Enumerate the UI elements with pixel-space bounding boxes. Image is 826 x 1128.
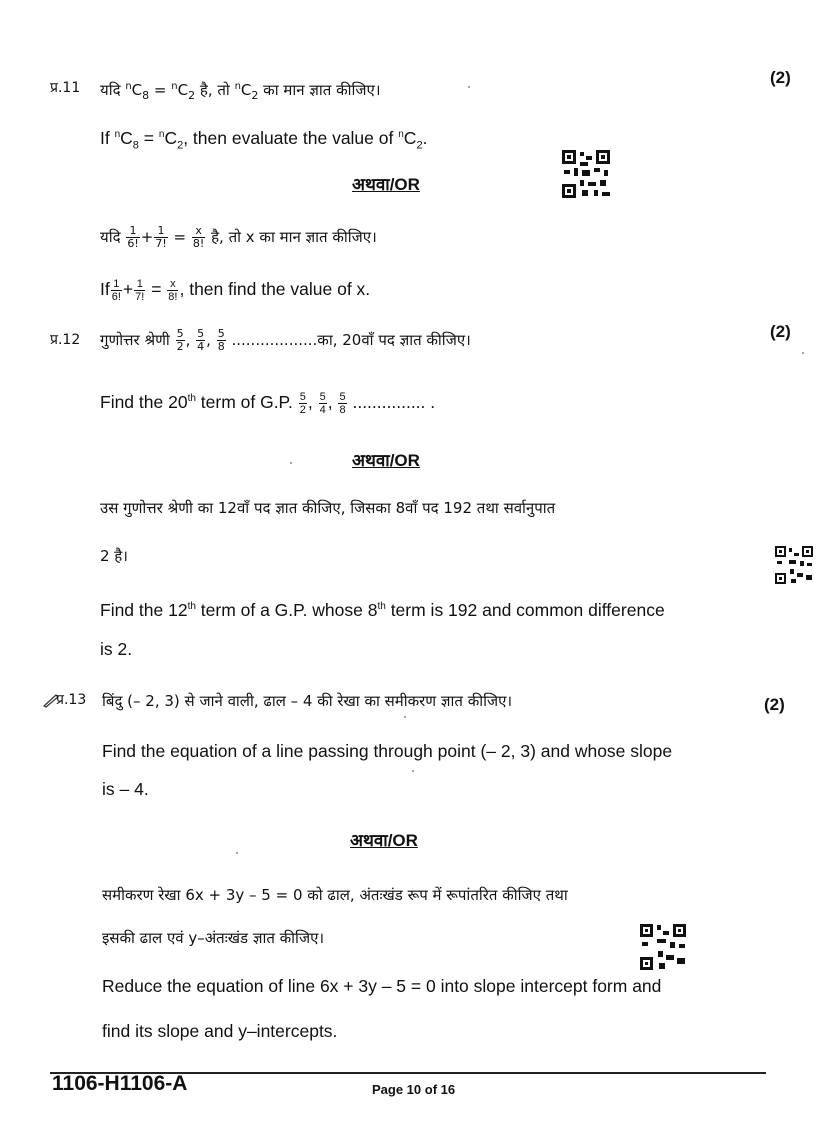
qr-code-icon xyxy=(560,148,612,200)
question-number-13: प्र.13 xyxy=(56,692,87,708)
q12-or-english-line1: Find the 12th term of a G.P. whose 8th term is 192 and common difference xyxy=(100,599,665,620)
q13-or-english-line2: find its slope and y–intercepts. xyxy=(102,1021,338,1041)
qr-code-icon xyxy=(638,922,688,972)
scan-speck xyxy=(802,352,804,354)
q11-or-english: If $\frac{1}{6!}$ + $\frac{1}{7!}$ = $\frac{x}{8!}$ , then find the value of x. xyxy=(100,278,371,303)
qr-code-icon xyxy=(774,545,814,585)
scan-speck xyxy=(412,770,414,772)
scan-speck xyxy=(236,852,238,854)
question-number-12: प्र.12 xyxy=(50,332,81,348)
scan-speck xyxy=(290,462,292,464)
q13-english-line1: Find the equation of a line passing through point (– 2, 3) and whose slope xyxy=(102,741,673,761)
q12-or-english-line2: is 2. xyxy=(100,639,133,659)
or-divider-q12: अथवा/OR xyxy=(352,451,420,470)
q13-english-line2: is – 4. xyxy=(102,779,149,799)
q11-english-text: If $^nC_8 = ^nC_2$, then evaluate the value of $^nC_2$. xyxy=(100,127,428,152)
or-divider-q11: अथवा/OR xyxy=(352,175,420,194)
q12-english-text: Find the 20th term of G.P. $\frac{5}{2}$ , $\frac{5}{4}$ , $\frac{5}{8}$ ............... . xyxy=(100,390,436,416)
q13-or-hindi-line2: इसकी ढाल एवं y–अंतःखंड ज्ञात कीजिए। xyxy=(102,929,325,947)
page-number: Page 10 of 16 xyxy=(372,1082,456,1097)
q11-hindi-text: यदि $^nC_8 = ^nC_2$ है, तो $^nC_2$ का मान ज्ञात कीजिए। xyxy=(100,81,381,102)
q13-hindi-text: बिंदु (– 2, 3) से जाने वाली, ढाल – 4 की रेखा का समीकरण ज्ञात कीजिए। xyxy=(102,692,513,710)
scan-speck xyxy=(404,716,406,718)
or-divider-q13: अथवा/OR xyxy=(350,831,418,850)
q11-or-hindi: यदि $\frac{1}{6!}$ + $\frac{1}{7!}$ = $\frac{x}{8!}$ है, तो x का मान ज्ञात कीजिए। xyxy=(100,224,377,250)
marks-q12: (2) xyxy=(770,322,791,341)
q12-hindi-text: गुणोत्तर श्रेणी $\frac{5}{2}$ , $\frac{5}{4}$ , $\frac{5}{8}$ ..................का, 20वाँ पद ज्ञात कीजिए। xyxy=(100,327,471,353)
q12-or-hindi-line1: उस गुणोत्तर श्रेणी का 12वाँ पद ज्ञात कीजिए, जिसका 8वाँ पद 192 तथा सर्वानुपात xyxy=(100,499,556,517)
paper-code: 1106-H1106-A xyxy=(52,1072,188,1095)
q13-or-hindi-line1: समीकरण रेखा 6x + 3y – 5 = 0 को ढाल, अंतःखंड रूप में रूपांतरित कीजिए तथा xyxy=(102,886,568,904)
q12-or-hindi-line2: 2 है। xyxy=(100,547,128,565)
q13-or-english-line1: Reduce the equation of line 6x + 3y – 5 = 0 into slope intercept form and xyxy=(102,976,662,996)
marks-q11: (2) xyxy=(770,68,791,87)
marks-q13: (2) xyxy=(764,695,785,714)
scan-speck xyxy=(468,86,470,88)
question-number-11: प्र.11 xyxy=(50,80,81,96)
